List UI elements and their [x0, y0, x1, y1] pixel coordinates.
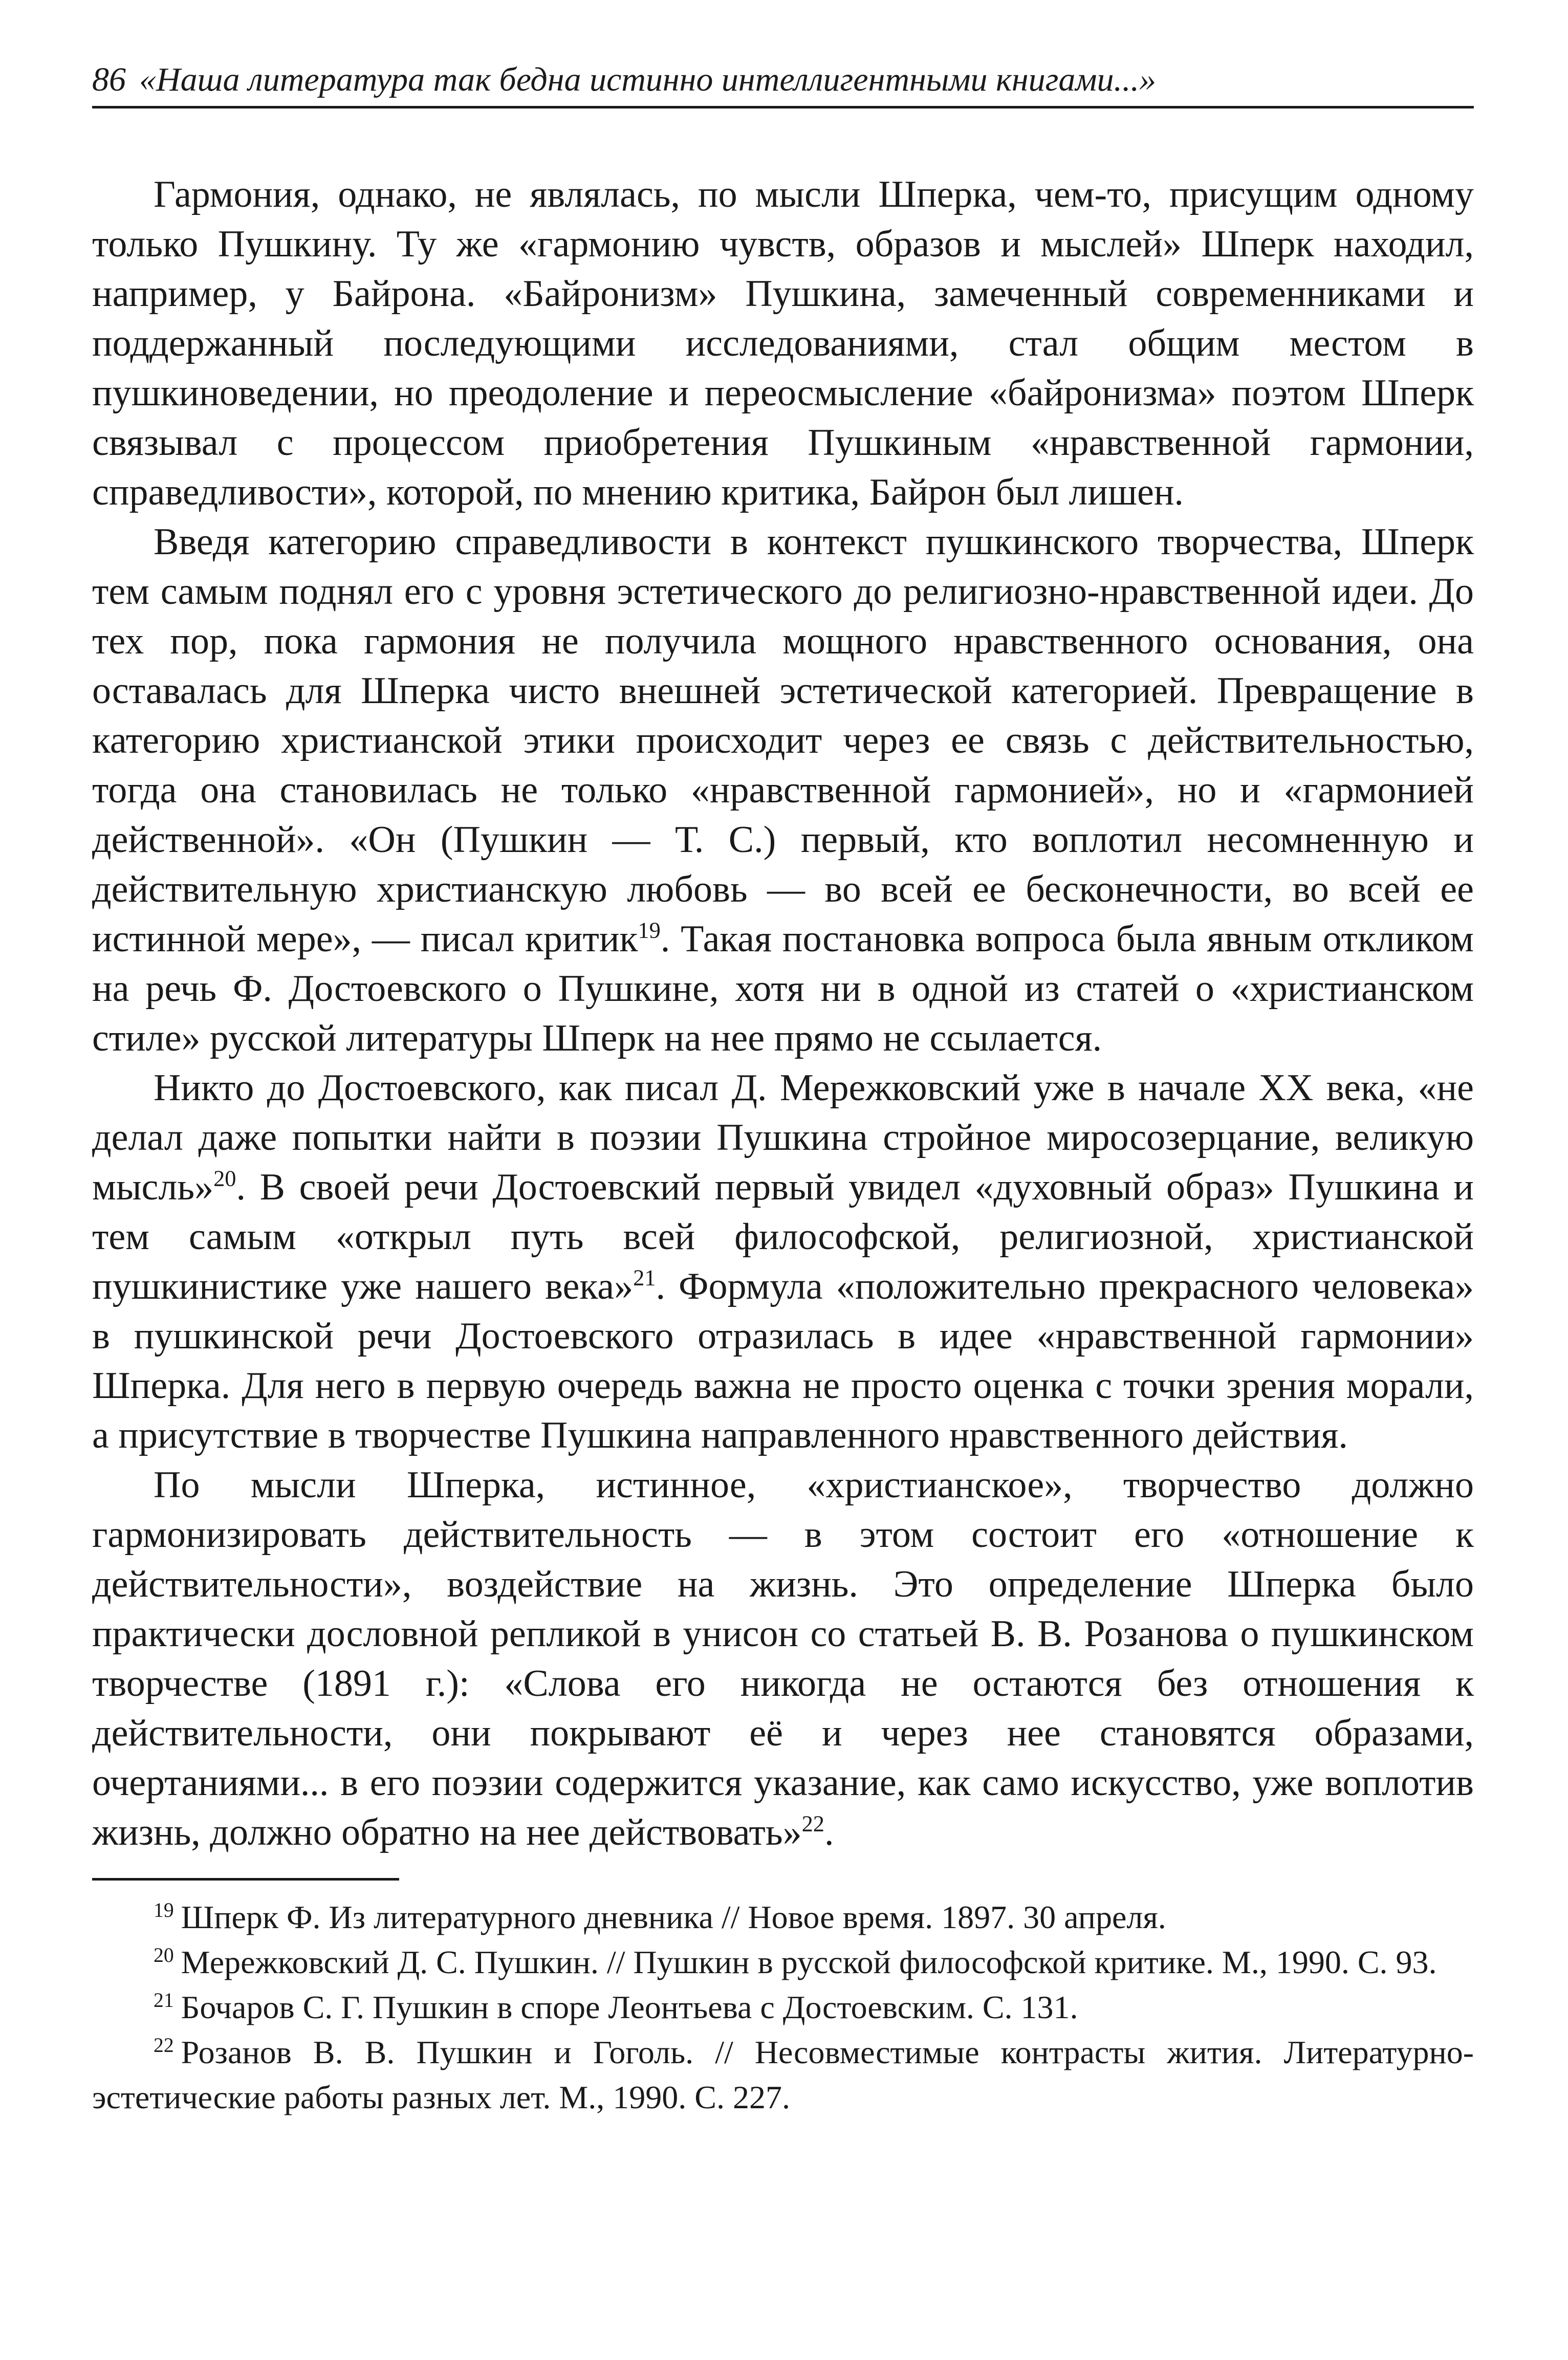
footnote-number: 22 — [154, 2034, 174, 2057]
book-page — [92, 61, 1474, 2120]
footnote-reference: 20 — [213, 1165, 236, 1191]
main-text — [92, 170, 1474, 1858]
footnote-separator — [92, 1878, 399, 1881]
paragraph-text: . Формула «положительно прекрасного человека» в пушкинской речи Достоевского отразилась в идее «нравственной гармонии» Шперка. Для него в первую очередь важна не просто оценка с точки зрения морали, а присутствие в творчестве Пушкина направленного нравственного действия. — [92, 1265, 1474, 1456]
running-header — [92, 61, 1474, 108]
paragraph — [92, 1460, 1474, 1858]
footnote-number: 21 — [154, 1988, 174, 2012]
page-number: 86 — [92, 61, 126, 98]
footnote — [92, 2030, 1474, 2120]
paragraph — [92, 1063, 1474, 1460]
paragraph-text: По мысли Шперка, истинное, «христианское», творчество должно гармонизировать действительность — в этом состоит его «отношение к действительности», воздействие на жизнь. Это определение Шперка было практически дословной репликой в унисон со статьей В. В. Розанова о пушкинском творчестве (1891 г.): «Слова его никогда не остаются без отношения к действительности, они покрывают её и через нее становятся образами, очертаниями... в его поэзии содержится указание, как само искусство, уже воплотив жизнь, должно обратно на нее действовать» — [92, 1463, 1474, 1853]
paragraph-text: Гармония, однако, не являлась, по мысли Шперка, чем-то, присущим одному только Пушкину. Ту же «гармонию чувств, образов и мыслей» Шперк находил, например, у Байрона. «Байронизм» Пушкина, замеченный современниками и поддержанный последующими исследованиями, стал общим местом в пушкиноведении, но преодоление и переосмысление «байронизма» поэтом Шперк связывал с процессом приобретения Пушкиным «нравственной гармонии, справедливости», которой, по мнению критика, Байрон был лишен. — [92, 173, 1474, 513]
footnote-reference: 21 — [633, 1264, 656, 1290]
running-title: «Наша литература так бедна истинно интеллигентными книгами...» — [139, 61, 1157, 98]
paragraph-text: . В своей речи Достоевский первый увидел «духовный образ» Пушкина и тем самым «открыл путь всей философской, религиозной, христианской пушкинистике уже нашего века» — [92, 1166, 1474, 1307]
footnote — [92, 1895, 1474, 1940]
footnote-number: 20 — [154, 1943, 174, 1966]
footnote-text: Розанов В. В. Пушкин и Гоголь. // Несовместимые контрасты жития. Литературно-эстетические работы разных лет. М., 1990. С. 227. — [92, 2034, 1474, 2115]
paragraph-text: . Такая постановка вопроса была явным откликом на речь Ф. Достоевского о Пушкине, хотя ни в одной из статей о «христианском стиле» русской литературы Шперк на нее прямо не ссылается. — [92, 917, 1474, 1059]
footnotes — [92, 1895, 1474, 2120]
footnote-reference: 22 — [801, 1810, 824, 1836]
paragraph — [92, 170, 1474, 517]
footnote — [92, 1940, 1474, 1985]
paragraph — [92, 517, 1474, 1063]
footnote-text: Мережковский Д. С. Пушкин. // Пушкин в русской философской критике. М., 1990. С. 93. — [181, 1943, 1437, 1980]
footnote — [92, 1985, 1474, 2030]
paragraph-text: . — [824, 1811, 834, 1853]
paragraph-text: Введя категорию справедливости в контекст пушкинского творчества, Шперк тем самым поднял его с уровня эстетического до религиозно-нравственной идеи. До тех пор, пока гармония не получила мощного нравственного основания, она оставалась для Шперка чисто внешней эстетической категорией. Превращение в категорию христианской этики происходит через ее связь с действительностью, тогда она становилась не только «нравственной гармонией», но и «гармонией действенной». «Он (Пушкин — Т. С.) первый, кто воплотил несомненную и действительную христианскую любовь — во всей ее бесконечности, во всей ее истинной мере», — писал критик — [92, 520, 1474, 960]
footnote-reference: 19 — [638, 916, 661, 943]
footnote-number: 19 — [154, 1898, 174, 1921]
footnote-text: Бочаров С. Г. Пушкин в споре Леонтьева с Достоевским. С. 131. — [181, 1988, 1078, 2025]
footnote-text: Шперк Ф. Из литературного дневника // Новое время. 1897. 30 апреля. — [181, 1898, 1166, 1935]
paragraph-text: Никто до Достоевского, как писал Д. Мережковский уже в начале XX века, «не делал даже попытки найти в поэзии Пушкина стройное миросозерцание, великую мысль» — [92, 1066, 1474, 1208]
